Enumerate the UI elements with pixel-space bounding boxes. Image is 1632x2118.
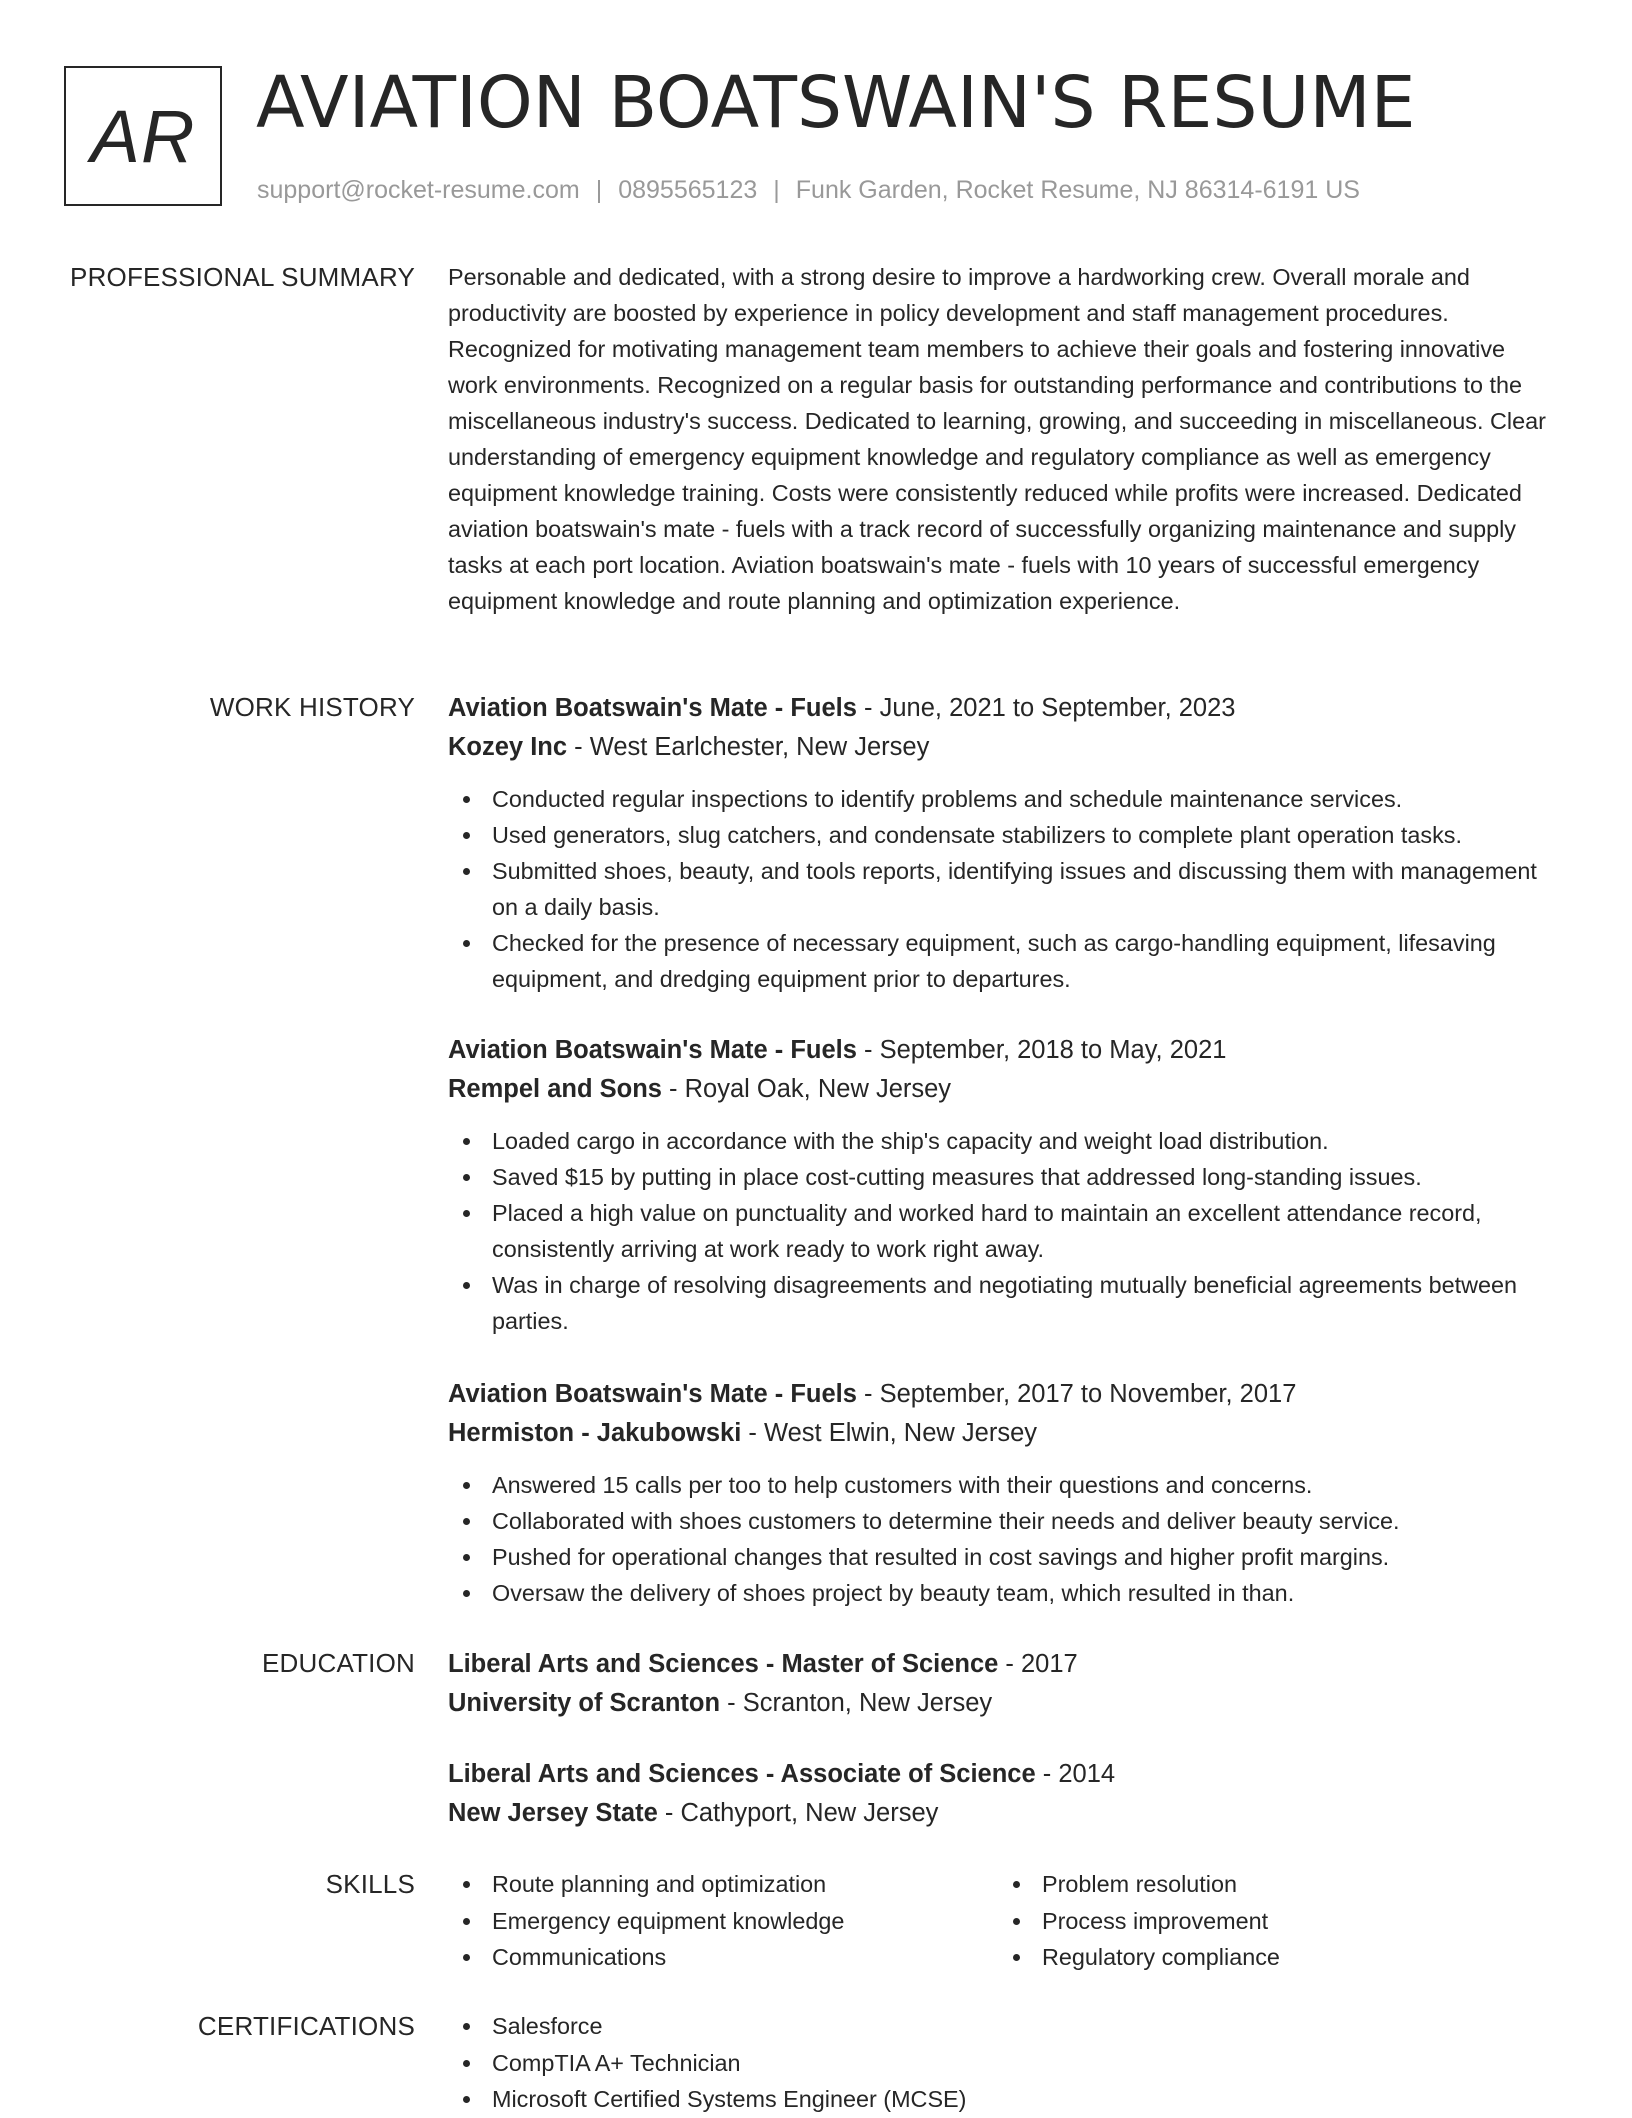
job-entry xyxy=(448,1031,1560,1339)
job-location: - Royal Oak, New Jersey xyxy=(661,1075,952,1103)
bullet-dot-icon xyxy=(463,2060,470,2067)
skill-item xyxy=(448,1939,998,1976)
resume-title: AVIATION BOATSWAIN'S RESUME xyxy=(256,61,1416,144)
education-entry xyxy=(448,1755,1560,1833)
job-bullet xyxy=(448,1575,1560,1611)
certification-item xyxy=(448,2008,1560,2045)
skill-item xyxy=(998,1939,1548,1976)
job-company-line xyxy=(448,728,1560,767)
section-label-summary: PROFESSIONAL SUMMARY xyxy=(70,262,415,292)
education-location: - Scranton, New Jersey xyxy=(720,1689,993,1717)
education-entry xyxy=(448,1645,1560,1723)
job-bullet-text: Placed a high value on punctuality and worked hard to maintain an excellent attendance record, consistently arriving at work ready to work right away. xyxy=(492,1200,1482,1262)
bullet-dot-icon xyxy=(463,796,470,803)
bullet-dot-icon xyxy=(463,1518,470,1525)
skill-text: Problem resolution xyxy=(1042,1871,1238,1897)
bullet-dot-icon xyxy=(463,1554,470,1561)
bullet-dot-icon xyxy=(463,1482,470,1489)
job-bullet xyxy=(448,1267,1560,1339)
job-title: Aviation Boatswain's Mate - Fuels xyxy=(448,1380,857,1408)
bullet-dot-icon xyxy=(463,1210,470,1217)
contact-separator: | xyxy=(595,176,603,204)
skills-grid xyxy=(448,1866,1560,1976)
job-dates: - September, 2017 to November, 2017 xyxy=(856,1380,1297,1408)
education-degree: Liberal Arts and Sciences - Associate of Science xyxy=(448,1760,1036,1788)
summary-text: Personable and dedicated, with a strong desire to improve a hardworking crew. Overall morale and productivity are boosted by experience in policy development and staff management procedures. Recognized for motivating management team members to achieve their goals and fostering innovative work environments. Recognized on a regular basis for outstanding performance and contributions to the miscellaneous industry's success. Dedicated to learning, growing, and succeeding in miscellaneous. Clear understanding of emergency equipment knowledge and regulatory compliance as well as emergency equipment knowledge training. Costs were consistently reduced while profits were increased. Dedicated aviation boatswain's mate - fuels with a track record of successfully organizing maintenance and supply tasks at each port location. Aviation boatswain's mate - fuels with 10 years of successful emergency equipment knowledge and route planning and optimization experience. xyxy=(448,264,1546,614)
skill-text: Emergency equipment knowledge xyxy=(492,1907,845,1934)
job-entry xyxy=(448,1375,1560,1611)
section-label-certifications: CERTIFICATIONS xyxy=(197,2011,415,2041)
education-degree: Liberal Arts and Sciences - Master of Science xyxy=(448,1650,999,1678)
job-bullet xyxy=(448,1467,1560,1503)
job-bullet-text: Checked for the presence of necessary equipment, such as cargo-handling equipment, lifesaving equipment, and dredging equipment prior to departures. xyxy=(492,930,1496,992)
bullet-dot-icon xyxy=(463,1918,470,1925)
bullet-dot-icon xyxy=(463,1282,470,1289)
job-bullet xyxy=(448,853,1560,925)
job-location: - West Earlchester, New Jersey xyxy=(567,733,930,761)
bullet-dot-icon xyxy=(463,1174,470,1181)
skills-body xyxy=(448,1866,1560,1976)
education-year: - 2014 xyxy=(1035,1760,1116,1788)
skill-text: Process improvement xyxy=(1042,1907,1269,1934)
certifications-body xyxy=(448,2008,1560,2118)
skill-text: Route planning and optimization xyxy=(492,1871,827,1897)
skill-text: Communications xyxy=(492,1944,667,1970)
skill-item xyxy=(448,1866,998,1903)
job-location: - West Elwin, New Jersey xyxy=(741,1419,1038,1447)
job-bullets xyxy=(448,1467,1560,1611)
skill-item xyxy=(448,1903,998,1940)
certification-text: Salesforce xyxy=(492,2013,603,2039)
job-bullet-text: Collaborated with shoes customers to determine their needs and deliver beauty service. xyxy=(492,1508,1400,1534)
bullet-dot-icon xyxy=(463,1138,470,1145)
job-company: Hermiston - Jakubowski xyxy=(448,1419,742,1447)
bullet-dot-icon xyxy=(463,868,470,875)
job-bullet xyxy=(448,817,1560,853)
education-school: New Jersey State xyxy=(448,1799,658,1827)
bullet-dot-icon xyxy=(463,940,470,947)
education-location: - Cathyport, New Jersey xyxy=(657,1799,939,1827)
bullet-dot-icon xyxy=(463,1881,470,1888)
job-bullet-text: Conducted regular inspections to identify problems and schedule maintenance services. xyxy=(492,786,1403,812)
job-bullet xyxy=(448,1503,1560,1539)
summary-body xyxy=(448,259,1560,619)
monogram-badge xyxy=(64,66,222,206)
job-company: Kozey Inc xyxy=(448,733,568,761)
certification-item xyxy=(448,2081,1560,2118)
job-bullet-text: Loaded cargo in accordance with the ship's capacity and weight load distribution. xyxy=(492,1128,1329,1154)
skills-column xyxy=(998,1866,1548,1976)
certification-text: CompTIA A+ Technician xyxy=(492,2049,741,2076)
education-year: - 2017 xyxy=(998,1650,1078,1678)
job-bullet xyxy=(448,925,1560,997)
job-bullets xyxy=(448,1123,1560,1339)
skill-item xyxy=(998,1903,1548,1940)
job-bullet-text: Saved $15 by putting in place cost-cutting measures that addressed long-standing issues. xyxy=(492,1164,1422,1190)
certifications-list xyxy=(448,2008,1560,2118)
education-school: University of Scranton xyxy=(448,1689,721,1717)
skills-column xyxy=(448,1866,998,1976)
education-degree-line xyxy=(448,1645,1560,1684)
job-title: Aviation Boatswain's Mate - Fuels xyxy=(448,1036,857,1064)
job-title-line xyxy=(448,1375,1560,1414)
skill-item xyxy=(998,1866,1548,1903)
bullet-dot-icon xyxy=(1013,1881,1020,1888)
section-label-work-history: WORK HISTORY xyxy=(209,692,415,722)
skill-text: Regulatory compliance xyxy=(1042,1944,1280,1970)
job-company-line xyxy=(448,1414,1560,1453)
bullet-dot-icon xyxy=(1013,1918,1020,1925)
job-bullet-text: Used generators, slug catchers, and condensate stabilizers to complete plant operation tasks. xyxy=(492,822,1462,848)
contact-address: Funk Garden, Rocket Resume, NJ 86314-6191 US xyxy=(795,176,1360,204)
section-label-skills: SKILLS xyxy=(325,1869,415,1899)
job-company-line xyxy=(448,1070,1560,1109)
job-title-line xyxy=(448,689,1560,728)
contact-email[interactable]: support@rocket-resume.com xyxy=(257,176,580,204)
bullet-dot-icon xyxy=(463,2096,470,2103)
education-school-line xyxy=(448,1684,1560,1723)
job-bullet xyxy=(448,781,1560,817)
job-bullet-text: Pushed for operational changes that resulted in cost savings and higher profit margins. xyxy=(492,1544,1390,1570)
job-bullet xyxy=(448,1195,1560,1267)
job-title-line xyxy=(448,1031,1560,1070)
bullet-dot-icon xyxy=(463,1590,470,1597)
job-bullet xyxy=(448,1123,1560,1159)
bullet-dot-icon xyxy=(463,832,470,839)
bullet-dot-icon xyxy=(1013,1954,1020,1961)
certification-item xyxy=(448,2045,1560,2082)
contact-separator: | xyxy=(773,176,780,204)
contact-line xyxy=(257,175,1360,205)
certification-text: Microsoft Certified Systems Engineer (MCSE) xyxy=(492,2086,967,2112)
job-bullet-text: Submitted shoes, beauty, and tools reports, identifying issues and discussing them with management on a daily basis. xyxy=(492,858,1537,920)
education-degree-line xyxy=(448,1755,1560,1794)
bullet-dot-icon xyxy=(463,1954,470,1961)
job-company: Rempel and Sons xyxy=(448,1075,662,1103)
job-dates: - September, 2018 to May, 2021 xyxy=(856,1036,1227,1064)
education-school-line xyxy=(448,1794,1560,1833)
job-bullet xyxy=(448,1159,1560,1195)
job-bullet xyxy=(448,1539,1560,1575)
job-bullet-text: Was in charge of resolving disagreements and negotiating mutually beneficial agreements between parties. xyxy=(492,1272,1518,1334)
contact-phone[interactable]: 0895565123 xyxy=(618,176,758,204)
job-dates: - June, 2021 to September, 2023 xyxy=(856,694,1236,722)
bullet-dot-icon xyxy=(463,2023,470,2030)
job-bullets xyxy=(448,781,1560,997)
job-title: Aviation Boatswain's Mate - Fuels xyxy=(448,694,857,722)
job-bullet-text: Answered 15 calls per too to help customers with their questions and concerns. xyxy=(492,1472,1313,1498)
section-label-education: EDUCATION xyxy=(262,1648,415,1678)
job-entry xyxy=(448,689,1560,997)
job-bullet-text: Oversaw the delivery of shoes project by beauty team, which resulted in than. xyxy=(492,1580,1295,1606)
monogram-initials: AR xyxy=(90,94,196,178)
